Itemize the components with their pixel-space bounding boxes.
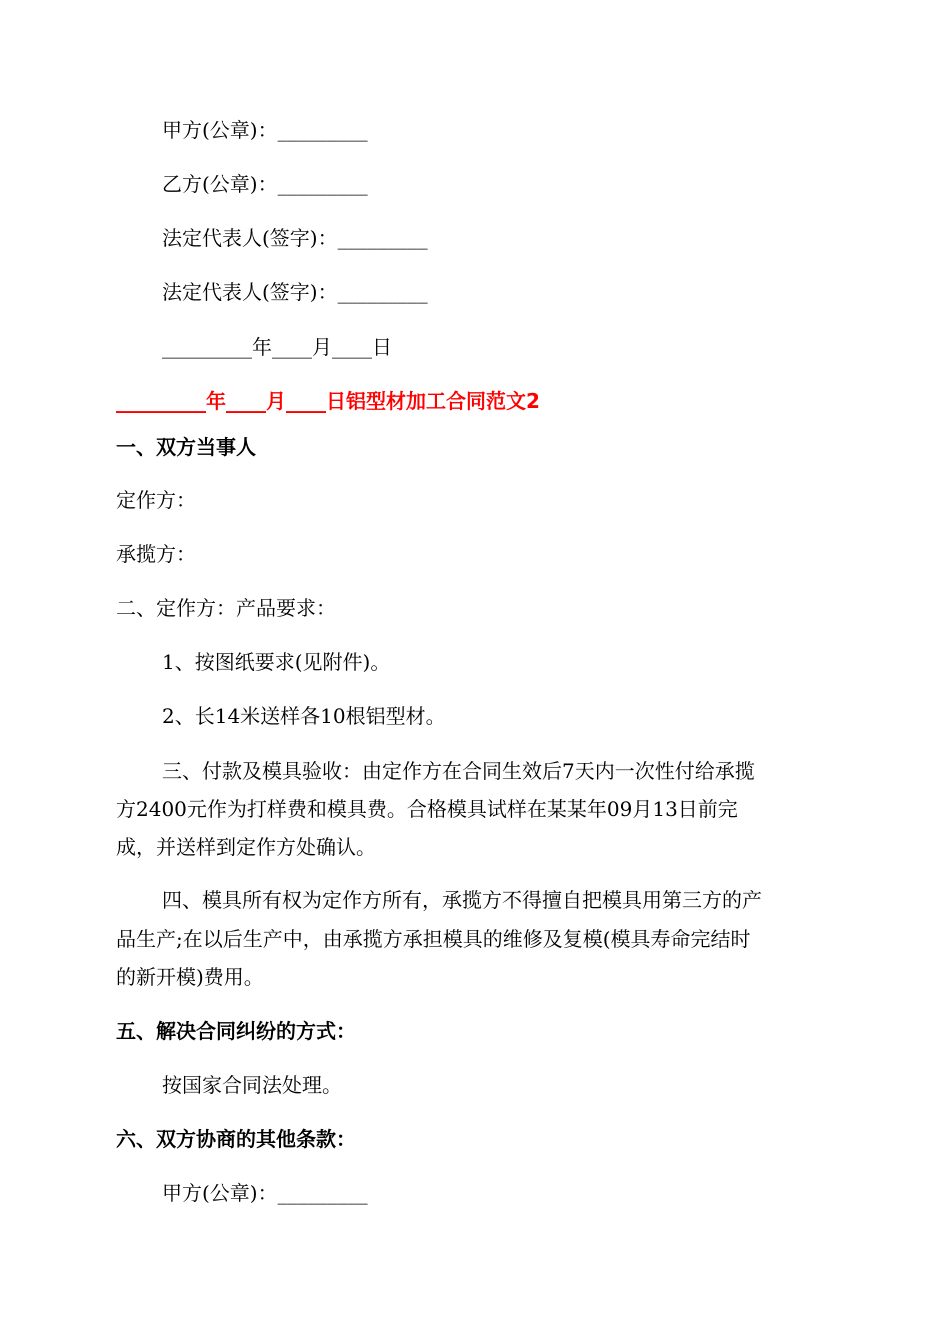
date-line: _________年____月____日 <box>162 335 392 359</box>
commissioner-line: 定作方： <box>116 488 196 512</box>
party-a-seal-line-bottom: 甲方(公章)：_________ <box>162 1181 368 1205</box>
party-b-seal-line: 乙方(公章)：_________ <box>162 172 368 196</box>
section-5-heading: 五、解决合同纠纷的方式： <box>116 1019 356 1043</box>
section-6-heading: 六、双方协商的其他条款： <box>116 1127 356 1151</box>
section-4-line-3: 的新开模)费用。 <box>116 965 264 989</box>
legal-representative-line-2: 法定代表人(签字)：_________ <box>162 280 428 304</box>
requirement-item-2: 2、长14米送样各10根铝型材。 <box>162 704 446 728</box>
section-4-line-1: 四、模具所有权为定作方所有，承揽方不得擅自把模具用第三方的产 <box>162 888 762 912</box>
requirement-item-1: 1、按图纸要求(见附件)。 <box>162 650 391 674</box>
section-3-line-1: 三、付款及模具验收：由定作方在合同生效后7天内一次性付给承揽 <box>162 759 755 783</box>
section-3-line-3: 成，并送样到定作方处确认。 <box>116 835 376 859</box>
section-5-body: 按国家合同法处理。 <box>162 1073 342 1097</box>
legal-representative-line-1: 法定代表人(签字)：_________ <box>162 226 428 250</box>
section-4-line-2: 品生产;在以后生产中，由承揽方承担模具的维修及复模(模具寿命完结时 <box>116 927 751 951</box>
party-a-seal-line: 甲方(公章)：_________ <box>162 118 368 142</box>
section-1-heading: 一、双方当事人 <box>116 435 256 459</box>
section-3-line-2: 方2400元作为打样费和模具费。合格模具试样在某某年09月13日前完 <box>116 797 738 821</box>
contractor-line: 承揽方： <box>116 542 196 566</box>
section-2-heading: 二、定作方：产品要求： <box>116 596 336 620</box>
document-title: _________年____月____日铝型材加工合同范文2 <box>116 389 540 413</box>
